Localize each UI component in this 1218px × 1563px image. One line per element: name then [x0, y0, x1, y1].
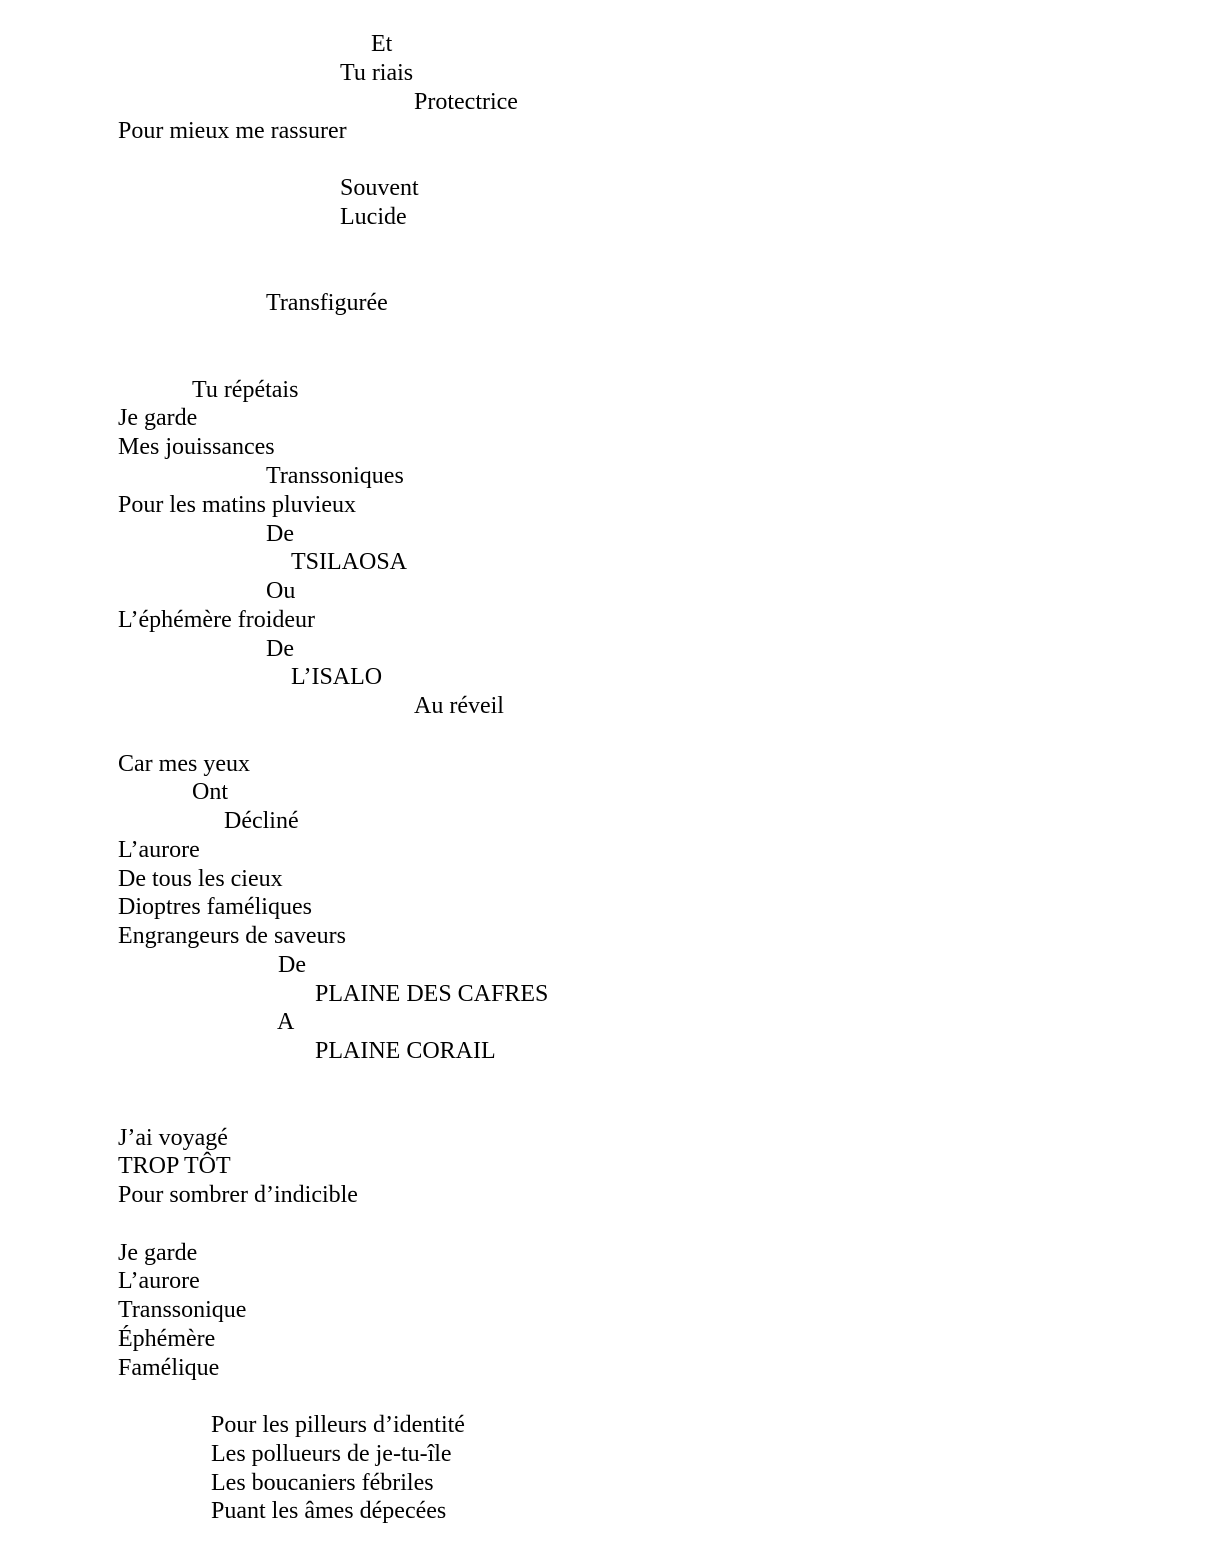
poem-line: Les boucaniers fébriles — [211, 1470, 434, 1496]
poem-line: Et — [371, 31, 393, 57]
poem-line: Mes jouissances — [118, 434, 275, 460]
poem-line: Pour mieux me rassurer — [118, 118, 347, 144]
poem-line: Tu riais — [340, 60, 414, 86]
poem-line: Engrangeurs de saveurs — [118, 923, 346, 949]
poem-line: Je garde — [118, 1240, 198, 1266]
poem-line: Dioptres faméliques — [118, 894, 312, 920]
poem-line: TROP TÔT — [118, 1153, 231, 1179]
poem-line: Tu répétais — [192, 377, 299, 403]
poem-line: De tous les cieux — [118, 866, 283, 892]
poem-line: De — [266, 636, 294, 662]
poem-line: PLAINE DES CAFRES — [315, 981, 549, 1007]
poem-line: Pour les matins pluvieux — [118, 492, 356, 518]
poem-line: Ont — [192, 779, 228, 805]
poem-line: Éphémère — [118, 1326, 216, 1352]
poem-line: TSILAOSA — [291, 549, 408, 575]
poem-line: PLAINE CORAIL — [315, 1038, 496, 1064]
poem-line: Protectrice — [414, 89, 518, 115]
poem-line: L’aurore — [118, 1268, 200, 1294]
poem-line: Ou — [266, 578, 296, 604]
poem-line: Puant les âmes dépecées — [211, 1498, 447, 1524]
poem-line: Les pollueurs de je-tu-île — [211, 1441, 452, 1467]
poem-line: Souvent — [340, 175, 419, 201]
poem-line: Transsonique — [118, 1297, 247, 1323]
poem-line: De — [278, 952, 306, 978]
poem-line: Car mes yeux — [118, 751, 250, 777]
poem-line: Pour sombrer d’indicible — [118, 1182, 358, 1208]
poem-line: Je garde — [118, 405, 198, 431]
poem-line: L’aurore — [118, 837, 200, 863]
poem-line: Famélique — [118, 1355, 220, 1381]
poem-line: Au réveil — [414, 693, 504, 719]
poem-line: J’ai voyagé — [118, 1125, 228, 1151]
poem-line: Décliné — [224, 808, 299, 834]
poem-line: L’ISALO — [291, 664, 383, 690]
poem-line: Transfigurée — [266, 290, 388, 316]
poem-line: Pour les pilleurs d’identité — [211, 1412, 465, 1438]
poem-line: A — [277, 1009, 295, 1035]
poem-line: L’éphémère froideur — [118, 607, 316, 633]
poem-line: Lucide — [340, 204, 407, 230]
poem-line: De — [266, 521, 294, 547]
poem-line: Transsoniques — [266, 463, 404, 489]
